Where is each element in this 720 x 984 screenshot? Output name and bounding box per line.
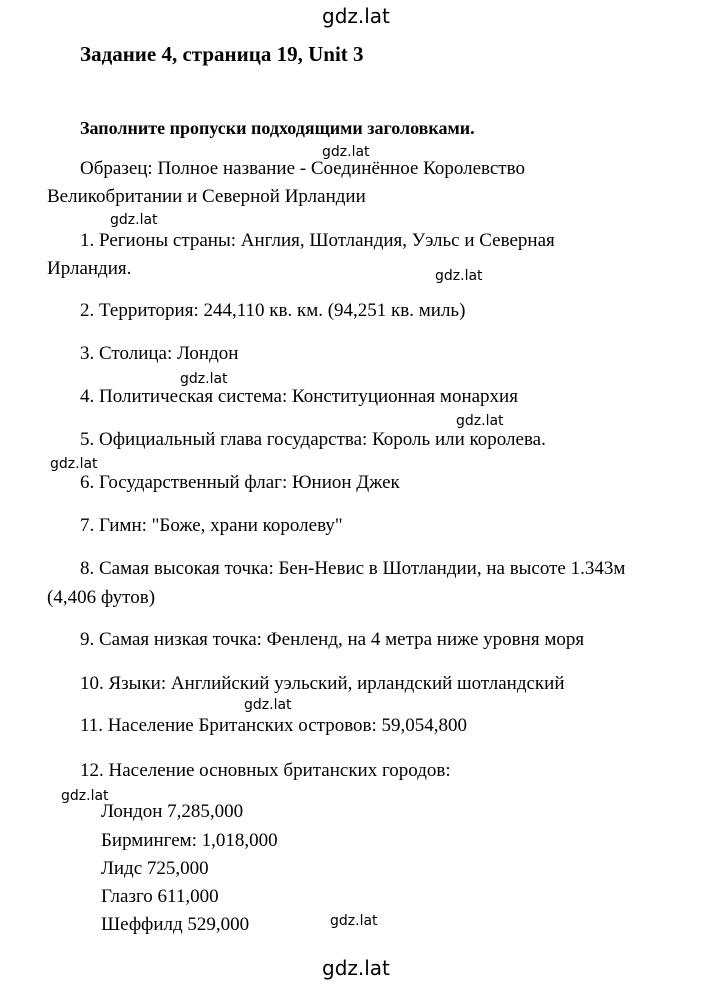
list-item: Ирландия. <box>47 258 132 279</box>
watermark: gdz.lat <box>456 413 504 429</box>
list-item: 2. Территория: 244,110 кв. км. (94,251 кв. миль) <box>80 300 466 321</box>
list-item: 5. Официальный глава государства: Король или королева. <box>80 429 546 450</box>
watermark: gdz.lat <box>244 697 292 713</box>
list-item: 11. Население Британских островов: 59,054,800 <box>80 715 468 736</box>
city-population: Шеффилд 529,000 <box>101 914 250 935</box>
list-item: 8. Самая высокая точка: Бен-Невис в Шотландии, на высоте 1.343м <box>80 558 626 579</box>
list-item: 3. Столица: Лондон <box>80 343 239 364</box>
list-item: 12. Население основных британских городов: <box>80 760 451 781</box>
city-population: Бирмингем: 1,018,000 <box>101 830 278 851</box>
list-item: (4,406 футов) <box>47 587 156 608</box>
list-item: 9. Самая низкая точка: Фенленд, на 4 метра ниже уровня моря <box>80 629 585 650</box>
city-population: Лондон 7,285,000 <box>101 801 244 822</box>
watermark: gdz.lat <box>110 212 158 228</box>
watermark: gdz.lat <box>330 913 378 929</box>
watermark: gdz.lat <box>180 371 228 387</box>
list-item: 10. Языки: Английский уэльский, ирландский шотландский <box>80 673 565 694</box>
instruction: Заполните пропуски подходящими заголовками. <box>80 118 475 138</box>
page-title: Задание 4, страница 19, Unit 3 <box>80 42 364 66</box>
list-item: 1. Регионы страны: Англия, Шотландия, Уэльс и Северная <box>80 230 555 251</box>
city-population: Лидс 725,000 <box>101 858 209 879</box>
watermark-top: gdz.lat <box>322 4 390 28</box>
watermark-bottom: gdz.lat <box>322 956 390 980</box>
list-item: 7. Гимн: "Боже, храни королеву" <box>80 515 343 536</box>
city-population: Глазго 611,000 <box>101 886 219 907</box>
watermark: gdz.lat <box>61 788 109 804</box>
list-item: 4. Политическая система: Конституционная монархия <box>80 386 518 407</box>
sample-line: Великобритании и Северной Ирландии <box>47 186 366 207</box>
list-item: 6. Государственный флаг: Юнион Джек <box>80 472 400 493</box>
watermark: gdz.lat <box>322 144 370 160</box>
watermark: gdz.lat <box>50 456 98 472</box>
watermark: gdz.lat <box>435 268 483 284</box>
sample-line: Образец: Полное название - Соединённое Королевство <box>80 158 525 179</box>
